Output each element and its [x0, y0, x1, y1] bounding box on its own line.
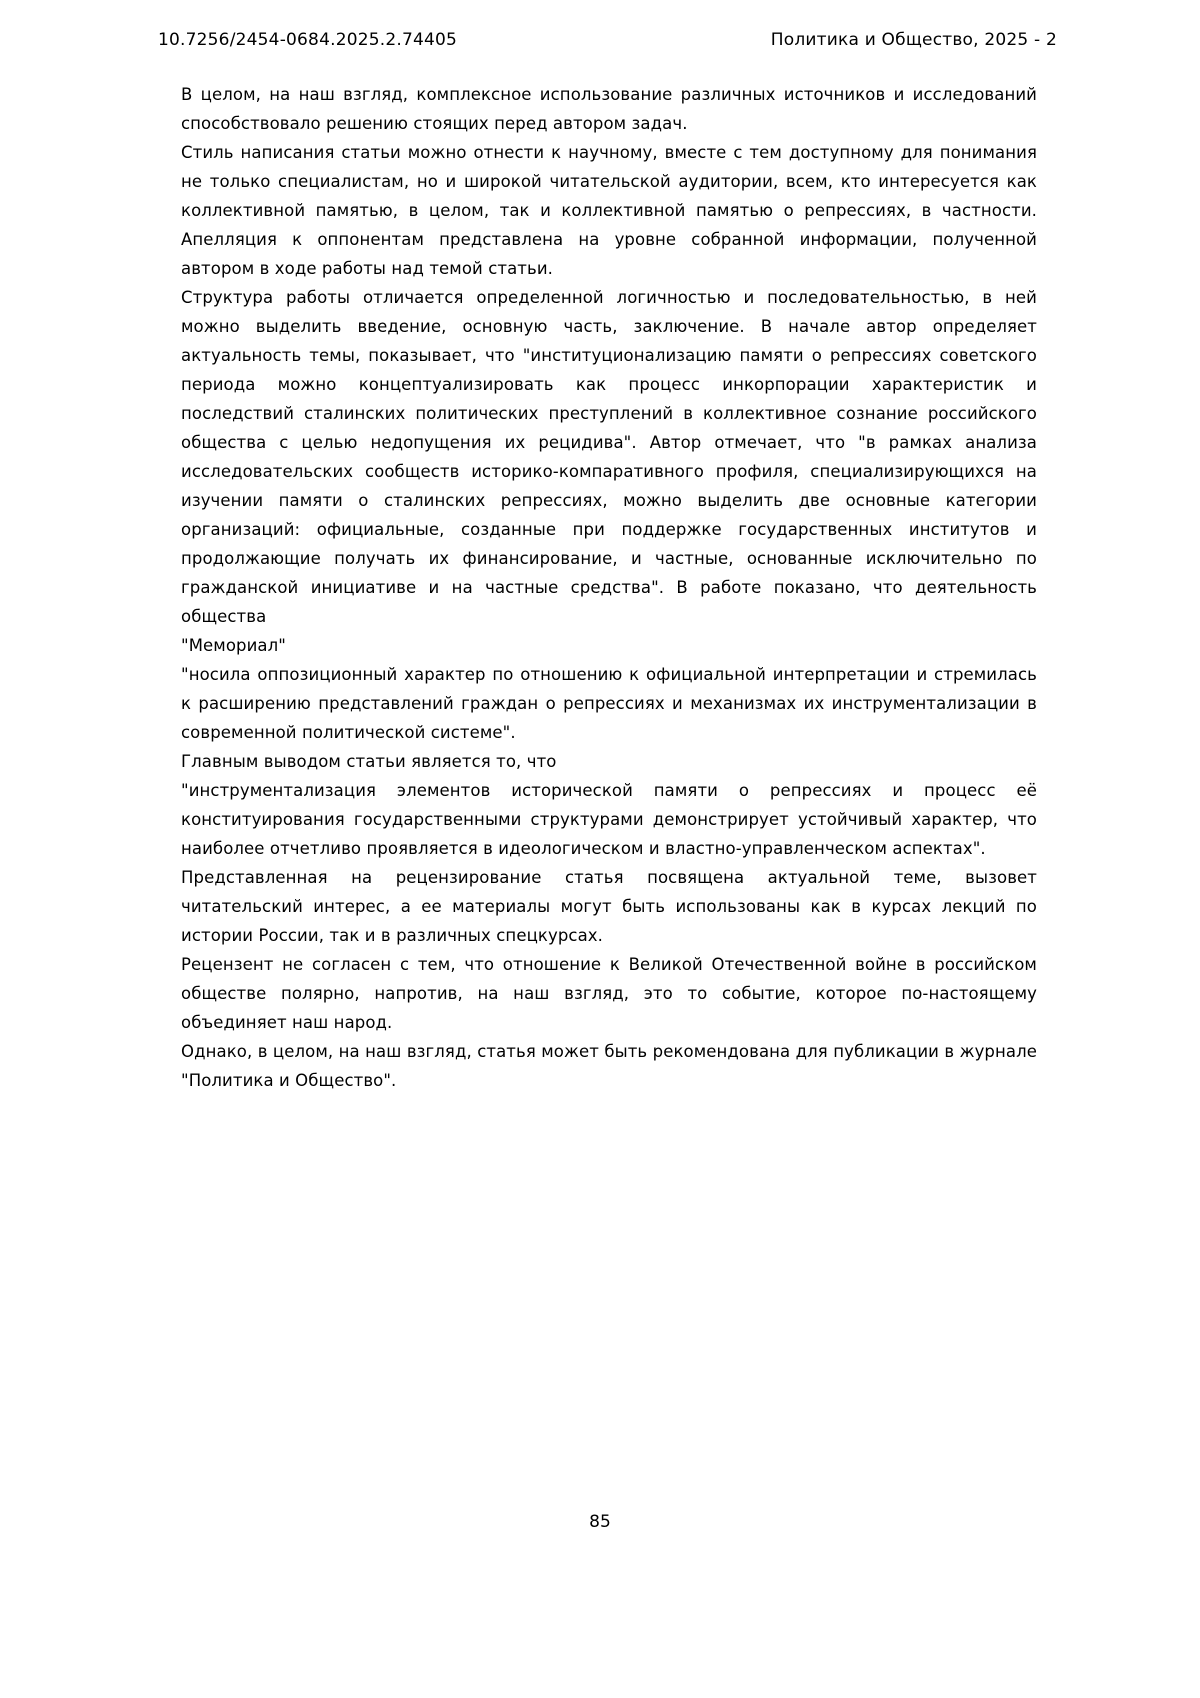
paragraph: Главным выводом статьи является то, что: [181, 752, 557, 771]
page-header: [158, 30, 1057, 50]
paragraph: Представленная на рецензирование статья посвящена актуальной теме, вызовет читательский интерес, а ее материалы могут быть использованы как в курсах лекций по истории России, так и в различных спецкурсах.: [181, 868, 1037, 945]
journal-title: Политика и Общество, 2025 - 2: [770, 30, 1057, 50]
doi-text: 10.7256/2454-0684.2025.2.74405: [158, 30, 458, 50]
article-body: [181, 80, 1037, 1095]
paragraph: В целом, на наш взгляд, комплексное использование различных источников и исследований способствовало решению стоящих перед автором задач.: [181, 85, 1037, 133]
paragraph: Стиль написания статьи можно отнести к научному, вместе с тем доступному для понимания не только специалистам, но и широкой читательской аудитории, всем, кто интересуется как коллективной памятью, в целом, так и коллективной памятью о репрессиях, в частности. Апелляция к оппонентам представлена на уровне собранной информации, полученной автором в ходе работы над темой статьи.: [181, 143, 1037, 278]
paragraph: Рецензент не согласен с тем, что отношение к Великой Отечественной войне в российском обществе полярно, напротив, на наш взгляд, это то событие, которое по-настоящему объединяет наш народ.: [181, 955, 1037, 1032]
paragraph: "Мемориал": [181, 636, 286, 655]
page-footer: [0, 1512, 1200, 1532]
page-number: 85: [589, 1512, 611, 1532]
paragraph: Структура работы отличается определенной логичностью и последовательностью, в ней можно выделить введение, основную часть, заключение. В начале автор определяет актуальность темы, показывает, что "институционализацию памяти о репрессиях советского периода можно концептуализировать как процесс инкорпорации характеристик и последствий сталинских политических преступлений в коллективное сознание российского общества с целью недопущения их рецидива". Автор отмечает, что "в рамках анализа исследовательских сообществ историко-компаративного профиля, специализирующихся на изучении памяти о сталинских репрессиях, можно выделить две основные категории организаций: официальные, созданные при поддержке государственных институтов и продолжающие получать их финансирование, и частные, основанные исключительно по гражданской инициативе и на частные средства". В работе показано, что деятельность общества: [181, 288, 1037, 626]
paragraph: Однако, в целом, на наш взгляд, статья может быть рекомендована для публикации в журнале "Политика и Общество".: [181, 1042, 1037, 1090]
paragraph: "носила оппозиционный характер по отношению к официальной интерпретации и стремилась к расширению представлений граждан о репрессиях и механизмах их инструментализации в современной политической системе".: [181, 665, 1037, 742]
paragraph: "инструментализация элементов исторической памяти о репрессиях и процесс её конституирования государственными структурами демонстрирует устойчивый характер, что наиболее отчетливо проявляется в идеологическом и властно-управленческом аспектах".: [181, 781, 1037, 858]
